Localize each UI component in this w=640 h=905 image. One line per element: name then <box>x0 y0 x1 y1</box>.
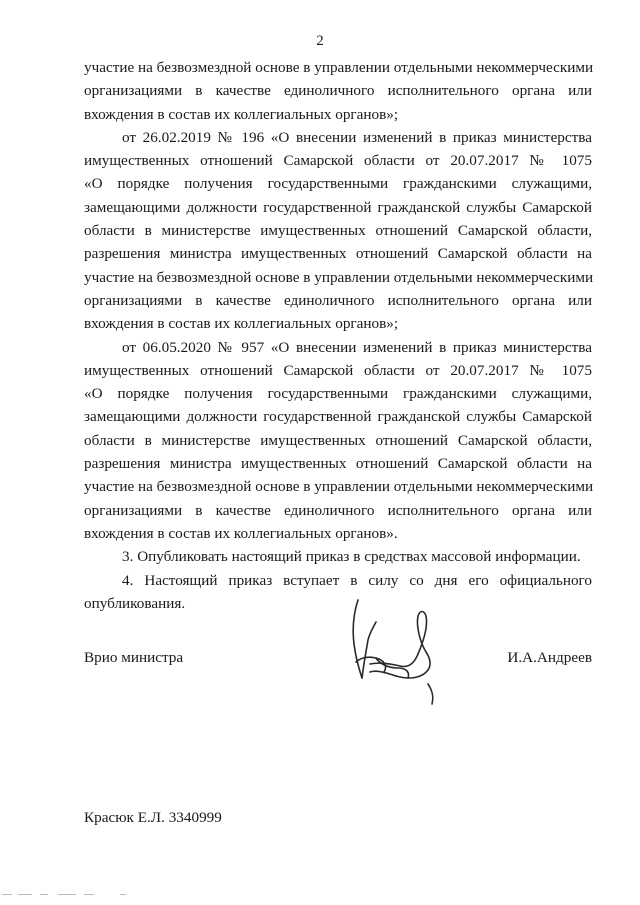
text-line: вхождения в состав их коллегиальных органов». <box>84 524 398 542</box>
text-line: 3. Опубликовать настоящий приказ в средствах массовой информации. <box>122 548 581 566</box>
contact-line: Красюк Е.Л. 3340999 <box>84 809 222 826</box>
text-line: «О порядке получения государственными гражданскими служащими, <box>84 175 592 193</box>
text-line: области в министерстве имущественных отношений Самарской области, <box>84 222 592 240</box>
text-line: разрешения министра имущественных отношений Самарской области на <box>84 455 592 473</box>
text-line: разрешения министра имущественных отношений Самарской области на <box>84 245 592 263</box>
handwritten-signature <box>340 592 450 712</box>
paragraph-item-4 <box>84 569 592 616</box>
paragraph-continuation <box>84 56 592 126</box>
document-body <box>84 56 592 615</box>
text-line: «О порядке получения государственными гражданскими служащими, <box>84 385 592 403</box>
text-line: 4. Настоящий приказ вступает в силу со дня его официального <box>122 571 592 589</box>
text-line: имущественных отношений Самарской области от 20.07.2017 № 1075 <box>84 152 592 170</box>
text-line: замещающими должности государственной гражданской службы Самарской <box>84 198 592 216</box>
text-line: организациями в качестве единоличного исполнительного органа или <box>84 501 592 519</box>
page-number: 2 <box>316 33 324 49</box>
text-line: имущественных отношений Самарской области от 20.07.2017 № 1075 <box>84 361 592 379</box>
text-line: организациями в качестве единоличного исполнительного органа или <box>84 82 592 100</box>
text-line: вхождения в состав их коллегиальных органов»; <box>84 315 399 333</box>
text-line: области в министерстве имущественных отношений Самарской области, <box>84 431 592 449</box>
paragraph-amendment-2020 <box>84 336 592 546</box>
paragraph-item-3 <box>84 545 592 568</box>
text-line: замещающими должности государственной гражданской службы Самарской <box>84 408 592 426</box>
text-line: вхождения в состав их коллегиальных органов»; <box>84 105 399 123</box>
scan-artifact <box>0 892 160 898</box>
signatory-name: И.А.Андреев <box>507 649 592 666</box>
text-line: организациями в качестве единоличного исполнительного органа или <box>84 291 592 309</box>
paragraph-amendment-2019 <box>84 126 592 336</box>
text-line: опубликования. <box>84 594 186 612</box>
text-line: от 26.02.2019 № 196 «О внесении изменений в приказ министерства <box>122 128 592 146</box>
text-line: участие на безвозмездной основе в управлении отдельными некоммерческими <box>84 268 594 286</box>
text-line: от 06.05.2020 № 957 «О внесении изменений в приказ министерства <box>122 338 592 356</box>
signatory-title: Врио министра <box>84 649 184 666</box>
text-line: участие на безвозмездной основе в управлении отдельными некоммерческими <box>84 478 594 496</box>
text-line: участие на безвозмездной основе в управлении отдельными некоммерческими <box>84 59 594 76</box>
